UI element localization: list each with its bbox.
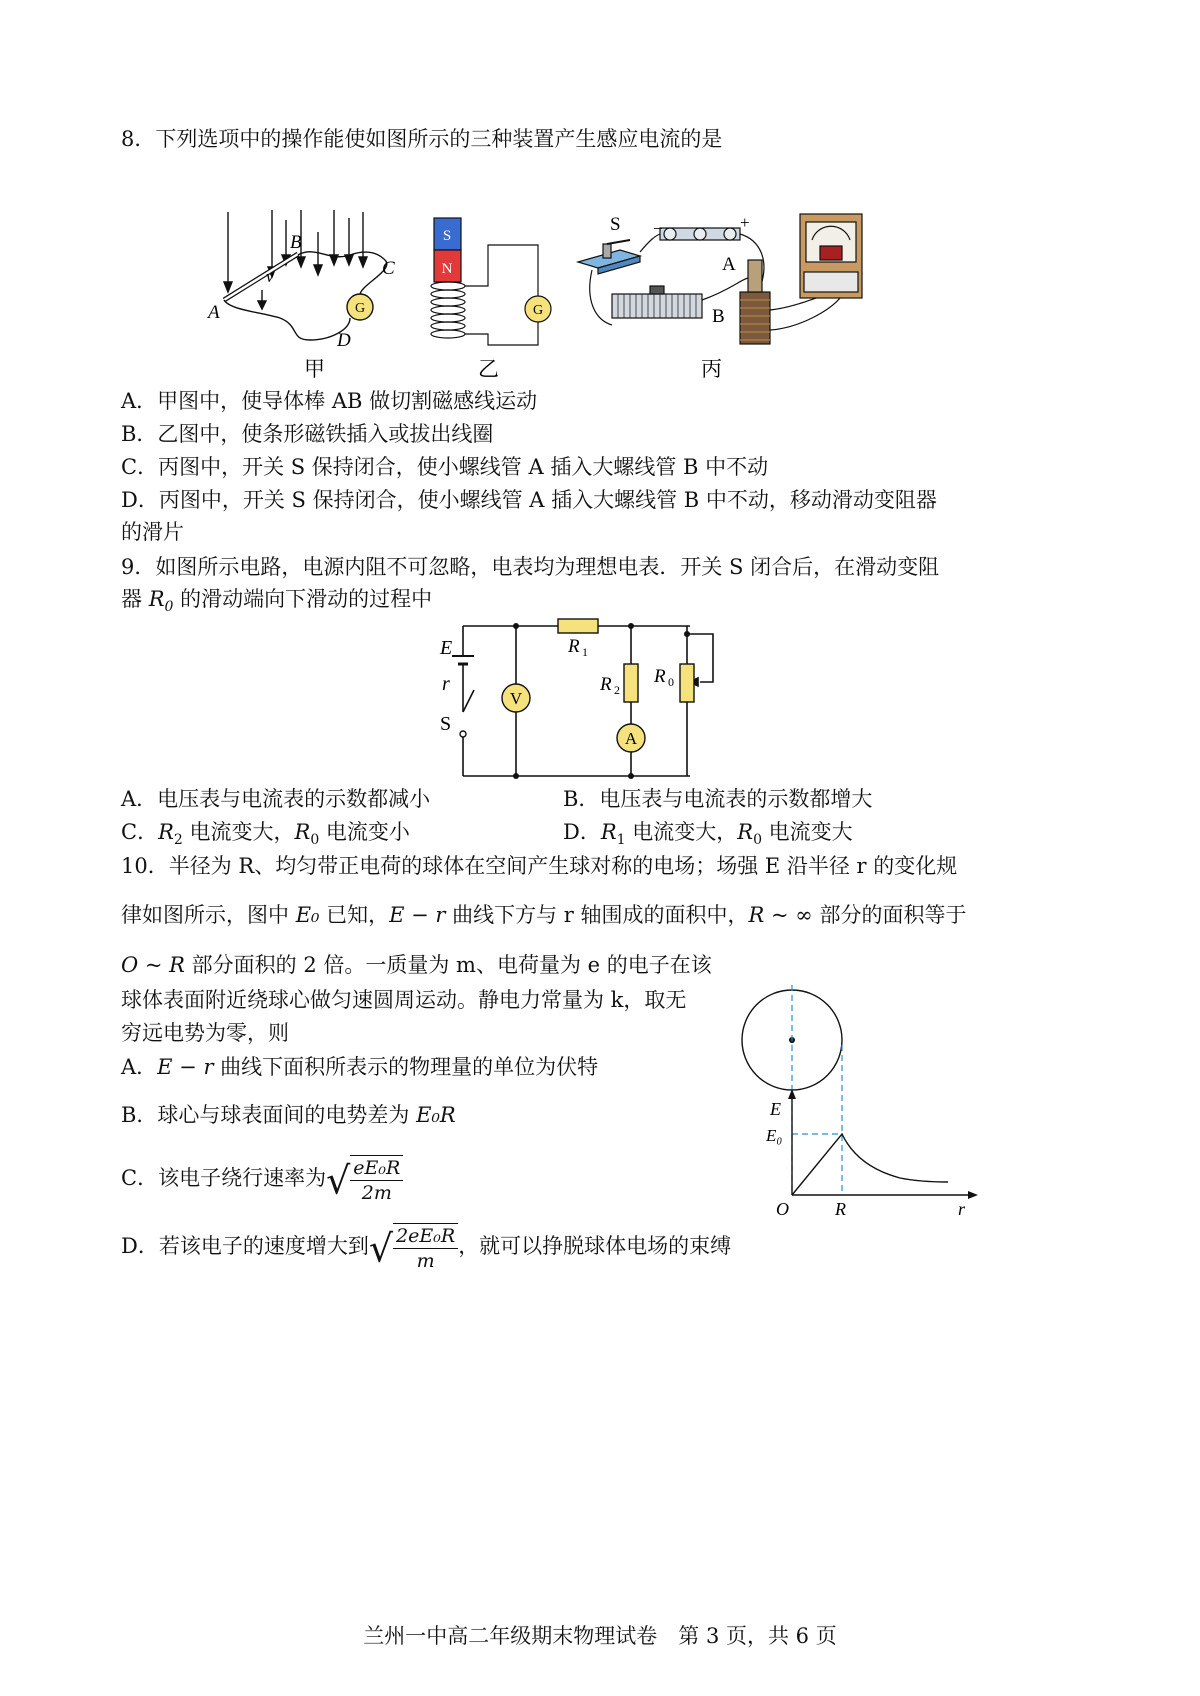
pole-N: N [441, 261, 453, 277]
q9-stem-line1: 9．如图所示电路，电源内阻不可忽略，电表均为理想电表．开关 S 闭合后，在滑动变阻 [121, 555, 940, 579]
label-v: v [266, 267, 274, 286]
internal-r-label: r [442, 673, 450, 695]
galvanometer-jia-label: G [354, 301, 366, 316]
q10-line4: 球体表面附近绕球心做匀速圆周运动。静电力常量为 k，取无 [121, 988, 687, 1012]
voltmeter-label: V [509, 689, 523, 708]
q8-option-c: C．丙图中，开关 S 保持闭合，使小螺线管 A 插入大螺线管 B 中不动 [121, 455, 769, 479]
pole-S: S [442, 228, 452, 244]
sqrt-c: √ $\frac{\text{eE₀R}}{2m}$ [326, 1153, 403, 1207]
label-bing: 丙 [701, 357, 722, 381]
q8-option-d: D．丙图中，开关 S 保持闭合，使小螺线管 A 插入大螺线管 B 中不动，移动滑动变阻器 [121, 488, 937, 512]
q10-line3: O ~ R 部分面积的 2 倍。一质量为 m、电荷量为 e 的电子在该 [121, 953, 712, 977]
q9-option-a: A．电压表与电流表的示数都减小 [121, 787, 431, 811]
label-coil-B: B [712, 306, 725, 327]
galvanometer-yi-label: G [532, 303, 544, 318]
q10-option-a: A．E − r 曲线下面积所表示的物理量的单位为伏特 [121, 1055, 599, 1079]
q9-option-c: C．$R_2$ 电流变大，$R_0$ 电流变小 [121, 820, 410, 849]
q10-graph [740, 975, 1000, 1220]
q8-option-a: A．甲图中，使导体棒 AB 做切割磁感线运动 [121, 389, 538, 413]
q9-circuit [428, 612, 728, 782]
label-switch-S: S [610, 214, 621, 235]
E-curve [792, 1134, 948, 1195]
q8-stem: 8．下列选项中的操作能使如图所示的三种装置产生感应电流的是 [121, 127, 723, 151]
r1-label: R [568, 636, 580, 657]
label-A: A [208, 302, 220, 323]
r2-label: R [600, 674, 612, 695]
q8-option-b: B．乙图中，使条形磁铁插入或拔出线圈 [121, 422, 494, 446]
graph-label-R: R [835, 1199, 846, 1219]
label-B: B [290, 232, 302, 253]
q10-option-c: C．该电子绕行速率为√ $\frac{\text{eE₀R}}{2m}$ [121, 1152, 403, 1206]
q10-option-b: B．球心与球表面间的电势差为 E₀R [121, 1103, 456, 1127]
graph-label-r: r [958, 1199, 966, 1219]
graph-label-E0: E₀ [766, 1126, 783, 1145]
label-minus: − [653, 219, 663, 238]
label-D: D [337, 330, 351, 351]
graph-label-E: E [770, 1099, 781, 1119]
sqrt-d: √ $\frac{\text{2eE₀R}}{m}$ [369, 1219, 458, 1277]
q9-option-d: D．$R_1$ 电流变大，$R_0$ 电流变大 [563, 820, 853, 849]
q10-line2: 律如图所示，图中 E₀ 已知，E − r 曲线下方与 r 轴围成的面积中，R ~ ∞ 部分的面积等于 [121, 903, 967, 927]
switch-S-label: S [440, 713, 452, 735]
label-jia: 甲 [304, 357, 325, 381]
q10-line5: 穷远电势为零，则 [121, 1021, 289, 1045]
q10-line1: 10．半径为 R、均匀带正电荷的球体在空间产生球对称的电场；场强 E 沿半径 r 的变化规 [121, 854, 958, 878]
r2-sub: 2 [614, 683, 620, 697]
q8-option-d-cont: 的滑片 [121, 520, 184, 544]
graph-label-O: O [776, 1199, 789, 1219]
label-C: C [382, 258, 395, 279]
label-coil-A: A [722, 254, 736, 275]
label-plus: + [740, 213, 750, 232]
figure-jia [224, 210, 387, 340]
q9-option-b: B．电压表与电流表的示数都增大 [563, 787, 873, 811]
page-footer: 兰州一中高二年级期末物理试卷 第 3 页，共 6 页 [363, 1624, 837, 1648]
r0-sub: 0 [668, 675, 674, 689]
emf-label: E [440, 637, 453, 659]
q8-figure [200, 200, 900, 390]
ammeter-label: A [624, 729, 638, 748]
q10-option-d: D．若该电子的速度增大到√ $\frac{\text{2eE₀R}}{m}$ ，就可以挣脱球体电场的束缚 [121, 1218, 731, 1276]
label-yi: 乙 [478, 357, 499, 381]
r0-label: R [654, 666, 666, 687]
q9-stem-line2: 器 $R_0$ 的滑动端向下滑动的过程中 [121, 587, 433, 616]
r1-sub: 1 [582, 645, 588, 659]
